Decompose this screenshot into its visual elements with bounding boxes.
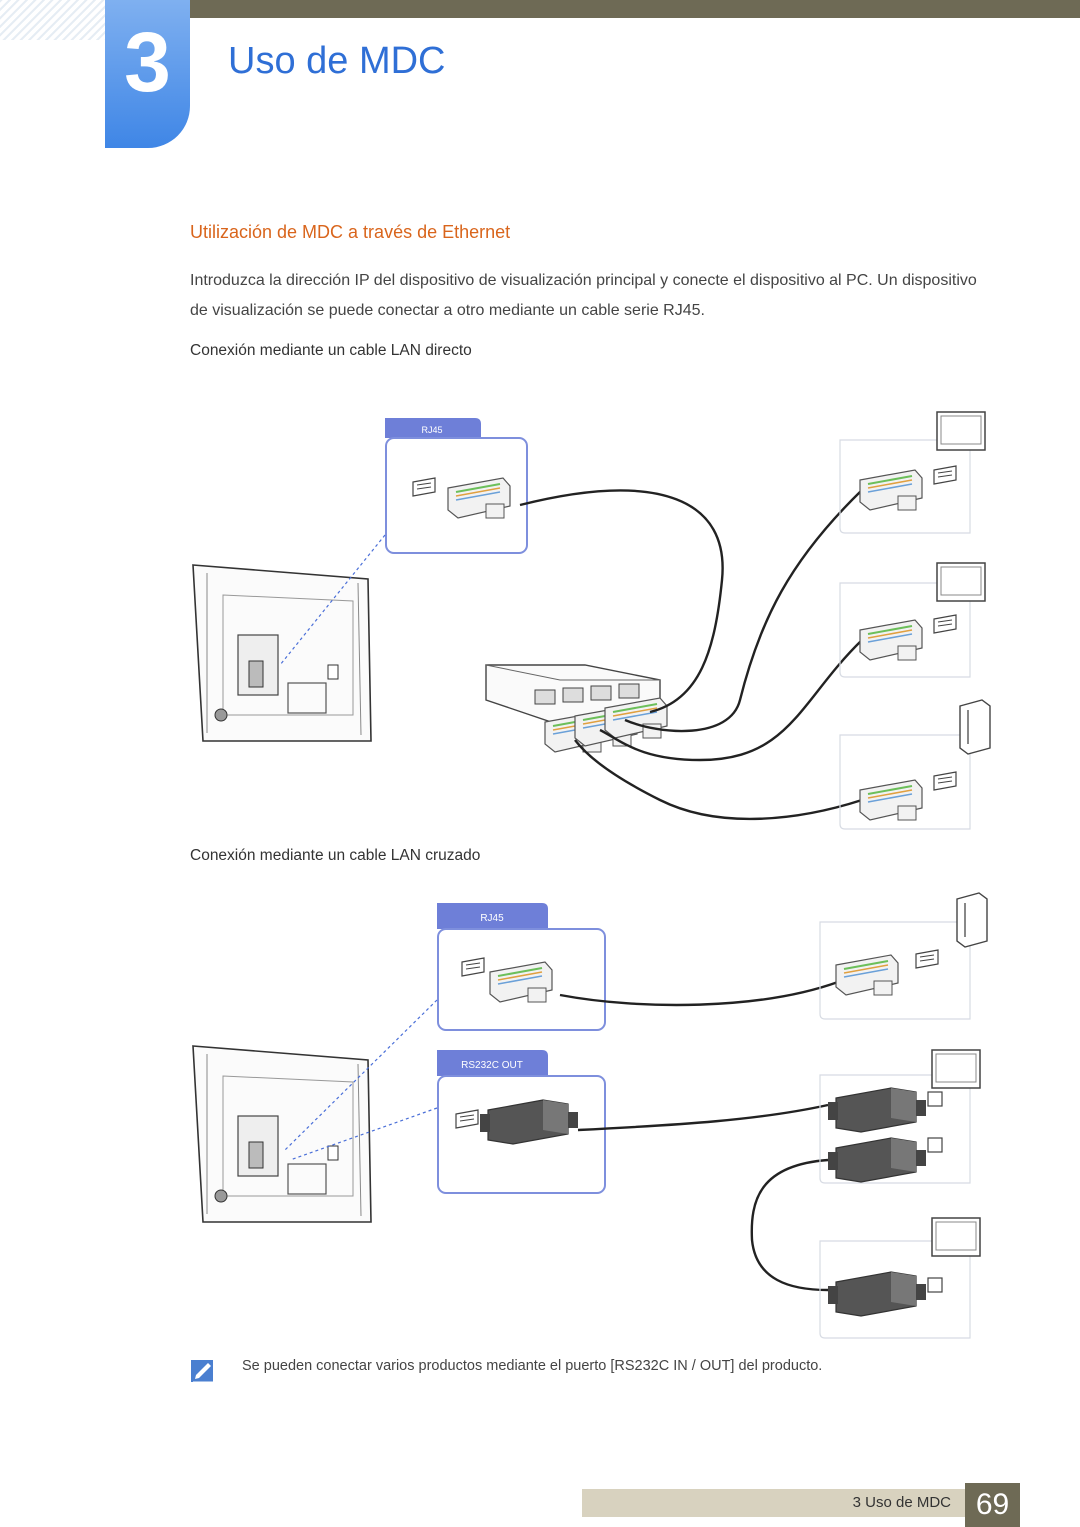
- subheading-crossed-lan: Conexión mediante un cable LAN cruzado: [190, 847, 481, 864]
- footer-chapter-label: 3 Uso de MDC: [852, 1494, 951, 1511]
- subheading-direct-lan: Conexión mediante un cable LAN directo: [190, 342, 472, 359]
- port-label-rs232c-out: RS232C OUT: [461, 1060, 523, 1071]
- chapter-title: Uso de MDC: [228, 40, 446, 82]
- figure-crossed-lan: [193, 893, 987, 1338]
- intro-paragraph: Introduzca la dirección IP del dispositivo de visualización principal y conecte el dispositivo al PC. Un dispositivo de visualización se puede conectar a otro mediante un cable serie RJ45.: [190, 272, 977, 319]
- port-label-rj45-1: RJ45: [421, 425, 443, 435]
- figure-direct-lan: [193, 412, 990, 829]
- section-heading: Utilización de MDC a través de Ethernet: [190, 222, 511, 242]
- page-number: 69: [965, 1483, 1020, 1527]
- footer-bar: [582, 1489, 965, 1517]
- note-icon: [190, 1357, 216, 1385]
- chapter-number: 3: [124, 15, 171, 109]
- note-text: Se pueden conectar varios productos mediante el puerto [RS232C IN / OUT] del producto.: [242, 1358, 823, 1374]
- port-label-rj45-2: RJ45: [480, 913, 504, 924]
